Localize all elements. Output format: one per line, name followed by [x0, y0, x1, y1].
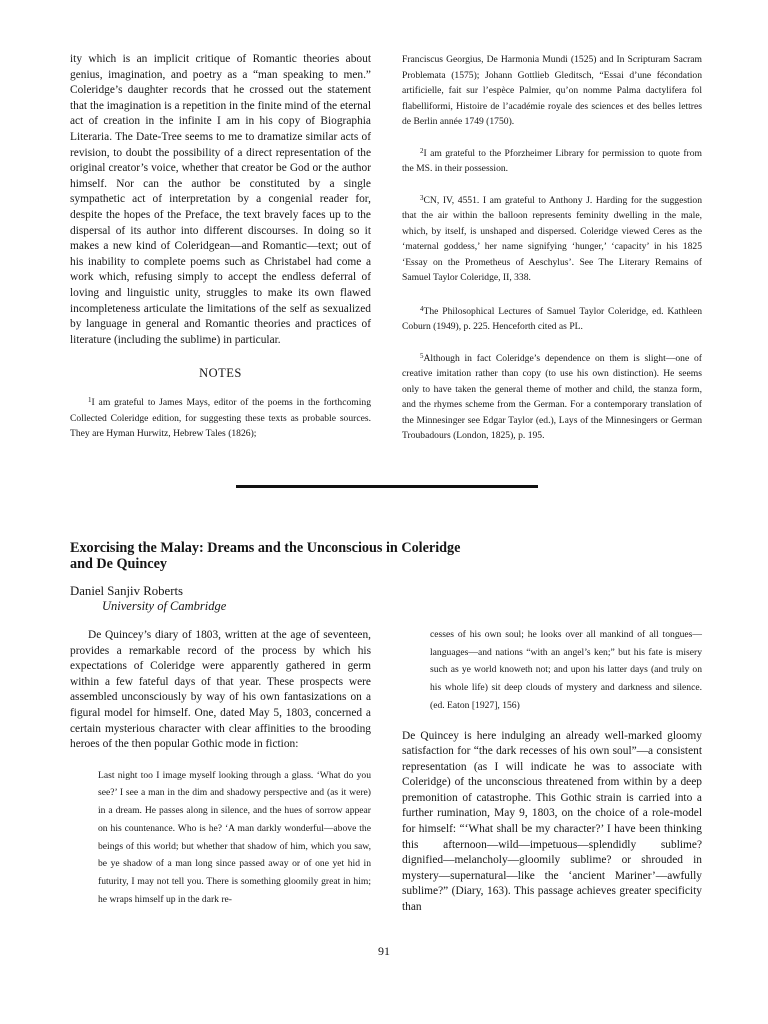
top-left-column: [70, 52, 371, 442]
note-2: [402, 144, 702, 177]
page-number: 91: [378, 944, 390, 958]
note-3-number: 3: [420, 193, 424, 202]
block-quote: [70, 767, 371, 909]
note-3-text: CN, IV, 4551. I am grateful to Anthony J. Harding for the suggestion that the air within the balloon represents feminity dwelling in the male, which, by itself, is unshaped and dispersed. Coleridge viewed Ceres as the ‘maternal goddess,’ her name signifying ‘hunger,’ ‘capacity’ in his 1825 ‘Essay on the Prometheus of Aeschylus’. See The Literary Remains of Samuel Taylor Coleridge, II, 338.: [402, 194, 702, 283]
note-4-number: 4: [420, 304, 424, 313]
block-quote-continued: [402, 626, 702, 715]
author-affiliation: University of Cambridge: [102, 599, 227, 613]
note-4-text: The Philosophical Lectures of Samuel Taylor Coleridge, ed. Kathleen Coburn (1949), p. 225. Henceforth cited as PL.: [402, 305, 702, 332]
top-right-column: [402, 52, 702, 444]
bottom-left-column: [70, 628, 371, 908]
bottom-right-column: [402, 626, 702, 916]
note-2-number: 2: [420, 146, 424, 155]
article-author: Daniel Sanjiv Roberts: [70, 584, 184, 598]
note-2-text: I am grateful to the Pforzheimer Library for permission to quote from the MS. in their possession.: [402, 147, 702, 174]
body-paragraph-1: De Quincey’s diary of 1803, written at the age of seventeen, provides a remarkable record of the process by which his expectations of Coleridge were apparently gathered in germ within a few fateful days of that year. These prospects were assembled unconsciously by way of his own fantasizations on a figural model for himself. One, dated May 5, 1803, concerned a certain mysterious character with clear affinities to the brooding heroes of the then popular Gothic mode in fiction:: [70, 629, 371, 751]
notes-heading: NOTES: [199, 366, 242, 381]
note-1: [70, 393, 371, 442]
note-1-text: I am grateful to James Mays, editor of the poems in the forthcoming Collected Coleridge edition, for suggesting these texts as probable sources. They are Hyman Hurwitz, Hebrew Tales (1826);: [70, 397, 371, 440]
block-quote-text: Last night too I image myself looking through a glass. ‘What do you see?’ I see a man in the dim and shadowy perspective and (as it were) in a dream. He passes along in silence, and the hues of sorrow appear on his countenance. Who is he? ‘A man darkly wonderful—above the beings of this world; but whether that shadow of him, which you saw, be ye shadow of a man long since passed away or of one yet hid in futurity, I may not tell you. There is something gloomily great in him; he wraps himself up in the dark re-: [98, 769, 371, 905]
note-5-number: 5: [420, 351, 424, 360]
note-5-text: Although in fact Coleridge’s dependence on them is slight—one of creative imitation rather than copy (to use his own distinction). He seems only to have taken the general theme of mother and child, the stanza form, and the rhymes scheme from the German. For a contemporary translation of the Minnesinger see Edgar Taylor (ed.), Lays of the Minnesingers or German Troubadours (London, 1825), p. 195.: [402, 352, 702, 441]
note-1-number: 1: [88, 396, 92, 405]
section-divider: [236, 485, 538, 488]
article-title: Exorcising the Malay: Dreams and the Unconscious in Coleridge and De Quincey: [70, 540, 461, 572]
block-quote-continued-text: cesses of his own soul; he looks over all mankind of all tongues—languages—and nations “with an angel’s ken;” but his fate is misery such as ye world knoweth not; and upon his latter days (and truly on his whole life) sit deep clouds of mystery and darkness and silence. (ed. Eaton [1927], 156): [430, 629, 702, 711]
body-paragraph-2: De Quincey is here indulging an already well-marked gloomy satisfaction for “the dark recesses of his own soul”—a consistent representation (as I will indicate he was to associate with Coleridge) of the unconscious threatened from within by a deep premonition of catastrophe. This Gothic strain is carried into a further rumination, May 9, 1803, on the choice of a role-model for himself: “‘What shall be my character?’ I have been thinking this afternoon—wild—impetuous—splendidly sublime? dignified—melancholy—gloomily sublime? or shrouded in mystery—supernatural—like the ‘ancient Mariner’—awfully sublime?” (Diary, 163). This passage achieves greater specificity than: [402, 729, 702, 914]
note-1-continued: Franciscus Georgius, De Harmonia Mundi (1525) and In Scripturam Sacram Problemata (1575); Johann Gottlieb Gleditsch, “Essai d’une fécondation artificielle, fait sur l’espèce Palmier, qu’on nomme Palma dactylifera fol flabelliformi, Histoire de l’académie royale des sciences et des belles lettres de Berlin année 1749 (1750).: [402, 54, 702, 127]
note-5: [402, 349, 702, 444]
note-3: [402, 191, 702, 286]
note-4: [402, 302, 702, 335]
continued-body-text: ity which is an implicit critique of Romantic theories about genius, imagination, and poetry as a “man speaking to men.” Coleridge’s daughter records that he crossed out the statement that the imagination is a repetition in the finite mind of the eternal act of creation in the infinite I am in his copy of Biographia Literaria. The Date-Tree seems to me to dramatize similar acts of revision, to doubt the possibility of a direct representation of the original creator’s voice, whether that creator be God or the author himself. Nor can the author be constituted by a single sympathetic act of interpretation by a congenial reader for, despite the hopes of the Preface, the text bravely faces up to the dispersal of its author into different discourses. In doing so it makes a new kind of Coleridgean—and Romantic—text; out of his inability to complete poems such as Christabel had come a work which, refusing simply to accept the endless deferral of loving and linguistic unity, struggles to make its own flawed incompleteness articulate the limitations of the self as sexualized by language in general and Romantic theories and practices of literature (including the sublime) in particular.: [70, 53, 371, 346]
